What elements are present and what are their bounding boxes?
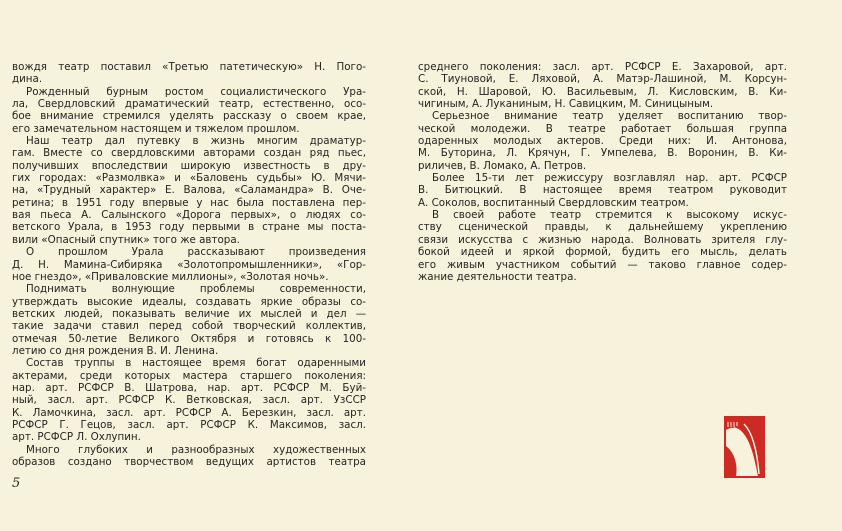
text-line: ветских людей, показывать величие их мыслей и дел —	[12, 307, 366, 320]
text-line: В своей работе театр стремится к высокому искус-	[432, 209, 787, 222]
text-line: ретина; в 1951 году впервые у нас была поставлена пер-	[12, 196, 366, 209]
text-line: Много глубоких и разнообразных художественных	[26, 443, 366, 456]
text-line: летию со дня рождения В. И. Ленина.	[12, 344, 219, 357]
text-line: ской, Н. Шаровой, Ю. Васильевым, Л. Кисловским, В. Ки-	[418, 85, 787, 98]
text-line: Рожденный бурным ростом социалистического Ура-	[26, 85, 366, 98]
text-line: А. Соколов, воспитанный Свердловским театром.	[418, 196, 689, 209]
theatre-curtain-emblem-icon	[724, 416, 765, 478]
text-line: Серьезное внимание театр уделяет воспитанию твор-	[432, 110, 787, 123]
text-line: дина.	[12, 73, 43, 86]
text-line: получивших впоследствии широкую известность в дру-	[12, 159, 366, 172]
text-line: К. Ламочкина, засл. арт. РСФСР А. Березкин, засл. арт.	[12, 406, 366, 419]
text-line: Д. Н. Мамина-Сибиряка «Золотопромышленники», «Гор-	[12, 258, 366, 271]
text-line: его живым участником событий — таково главное содер-	[418, 258, 787, 271]
text-line: риличев, В. Ломако, А. Петров.	[418, 159, 587, 172]
text-line: одаренных молодых актеров. Среди них: И. Антонова,	[418, 135, 787, 148]
text-line: актерами, среди которых мастера старшего поколения:	[12, 369, 366, 382]
text-line: на, «Трудный характер» Е. Валова, «Саламандра» В. Оче-	[12, 184, 366, 197]
text-line: такие задачи ставил перед собой творческий коллектив,	[12, 320, 366, 333]
text-line: Состав труппы в настоящее время богат одаренными	[26, 357, 366, 370]
left-text-column	[12, 61, 366, 468]
text-line: ческой молодежи. В театре работает большая группа	[418, 122, 787, 135]
text-line: арт. РСФСР Л. Охлупин.	[12, 431, 141, 444]
text-line: Более 15-ти лет режиссуру возглавлял нар. арт. РСФСР	[432, 172, 787, 185]
text-line: ное гнездо», «Приваловские миллионы», «Золотая ночь».	[12, 270, 329, 283]
text-line: Наш театр дал путевку в жизнь многим драматур-	[26, 135, 366, 148]
text-line: С. Тиуновой, Е. Ляховой, А. Матэр-Лашиной, М. Корсун-	[418, 73, 787, 86]
text-line: ный, засл. арт. РСФСР К. Ветковская, засл. арт. УзССР	[12, 394, 366, 407]
text-line: связи искусства с жизнью народа. Волновать зрителя глу-	[418, 233, 787, 246]
text-line: среднего поколения: засл. арт. РСФСР Е. Захаровой, арт.	[418, 61, 787, 73]
text-line: РСФСР Г. Гецов, засл. арт. РСФСР К. Максимов, засл.	[12, 418, 366, 431]
text-line: нар. арт. РСФСР В. Шатрова, нар. арт. РСФСР М. Буй-	[12, 381, 366, 394]
text-line: Поднимать волнующие проблемы современности,	[26, 283, 366, 296]
text-line: бокой идеей и яркой формой, будить его мысль, делать	[418, 246, 787, 259]
text-line: жание деятельности театра.	[418, 270, 577, 283]
text-line: его замечательном настоящем и тяжелом прошлом.	[12, 122, 300, 135]
text-line: бое внимание стремился уделять рассказу о своем крае,	[12, 110, 366, 123]
text-line: М. Буторина, Л. Крячун, Г. Умпелева, В. Воронин, В. Ки-	[418, 147, 787, 160]
text-line: отмечая 50-летие Великого Октября и готовясь к 100-	[12, 332, 366, 345]
text-line: гам. Вместе со свердловскими авторами создан ряд пьес,	[12, 147, 366, 160]
text-line: ству сценической правды, к дальнейшему укреплению	[418, 221, 787, 234]
text-line: ветского Урала, в 1953 году первыми в стране мы поста-	[12, 221, 366, 234]
page-number: 5	[12, 476, 21, 491]
text-line: вождя театр поставил «Третью патетическую» Н. Пого-	[12, 61, 366, 73]
text-line: вили «Опасный спутник» того же автора.	[12, 233, 240, 246]
text-line: О прошлом Урала рассказывают произведения	[26, 246, 366, 259]
text-line: В. Битюцкий. В настоящее время театром руководит	[418, 184, 787, 197]
text-line: образов создано творчеством ведущих артистов театра	[12, 456, 366, 468]
text-line: гих городах: «Размолвка» и «Баловень судьбы» Ю. Мячи-	[12, 172, 366, 185]
right-text-column	[418, 61, 787, 283]
text-line: утверждать высокие идеалы, создавать яркие образы со-	[12, 295, 366, 308]
text-line: вая пьеса А. Салынского «Дорога первых», о людях со-	[12, 209, 366, 222]
text-line: ла, Свердловский драматический театр, естественно, осо-	[12, 98, 366, 111]
text-line: чигиным, А. Луканиным, Н. Савицким, М. Синицыным.	[418, 98, 714, 111]
